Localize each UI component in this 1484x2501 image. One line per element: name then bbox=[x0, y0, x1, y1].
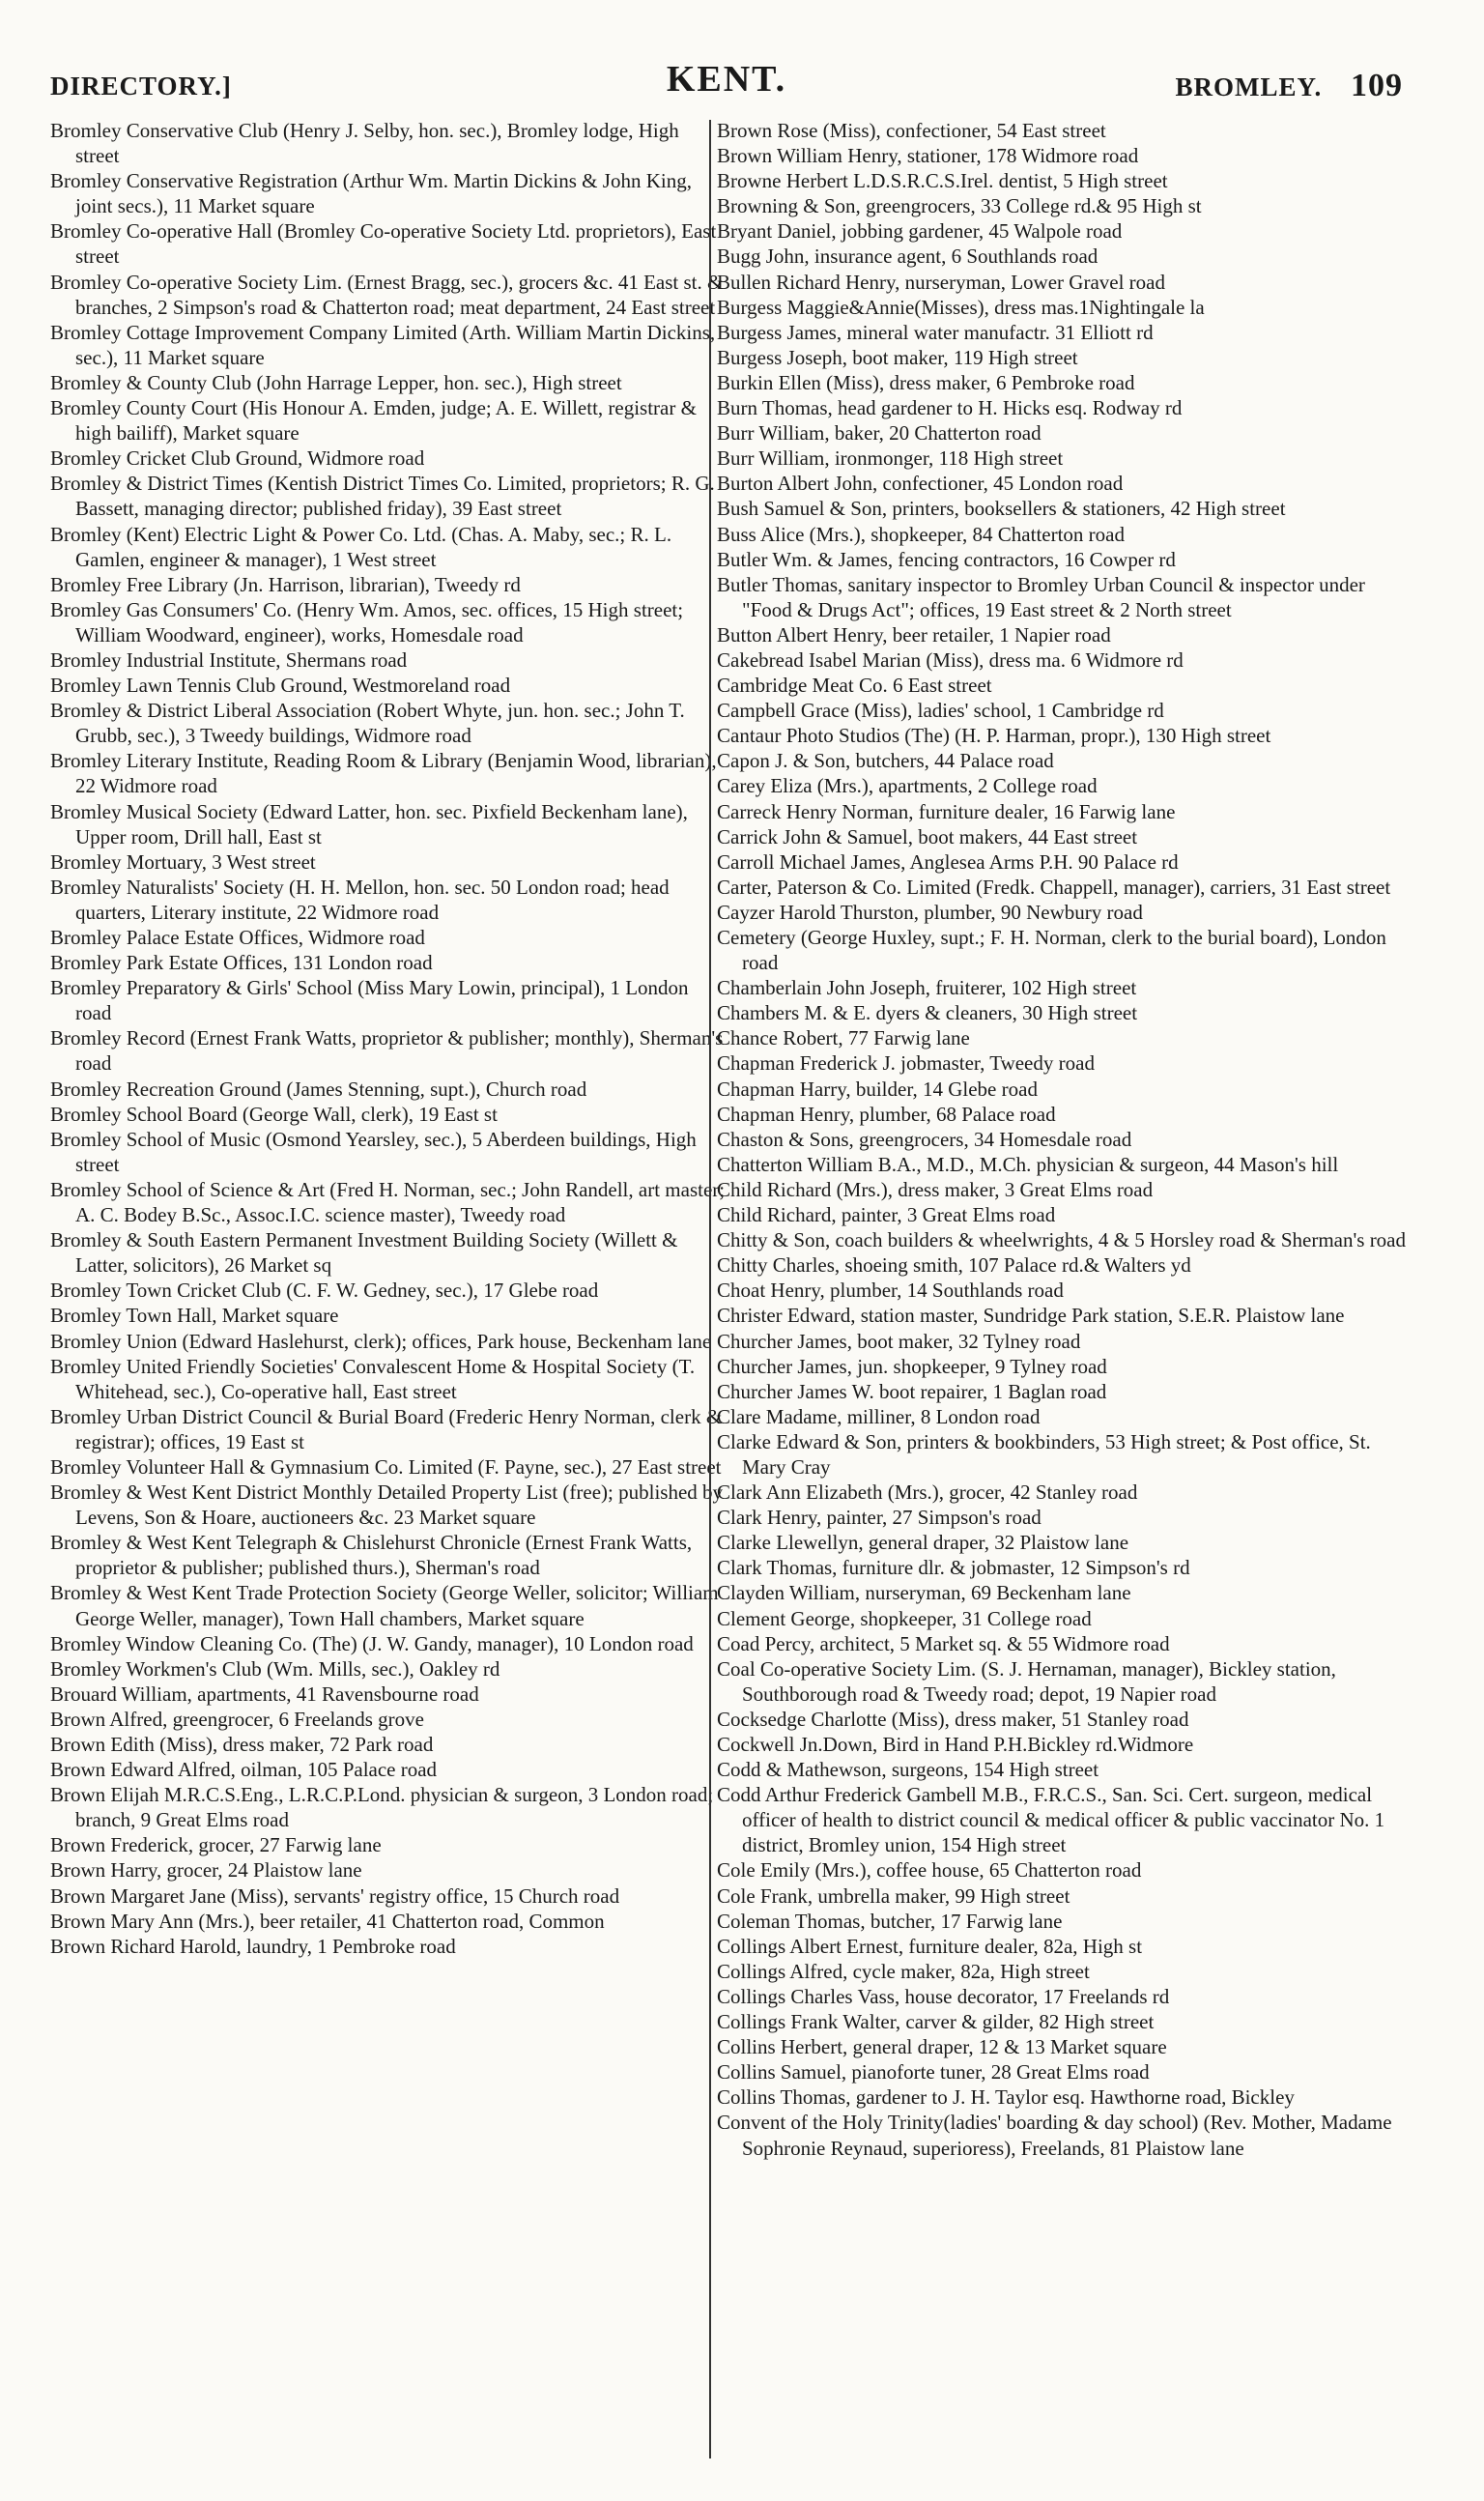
directory-entry: Child Richard (Mrs.), dress maker, 3 Great Elms road bbox=[717, 1177, 1154, 1201]
directory-entry: Bromley Town Cricket Club (C. F. W. Gedney, sec.), 17 Glebe road bbox=[50, 1279, 599, 1303]
directory-entry: Bromley Volunteer Hall & Gymnasium Co. Limited (F. Payne, sec.), 27 East street bbox=[50, 1454, 722, 1479]
directory-entry: Bullen Richard Henry, nurseryman, Lower Gravel road bbox=[717, 270, 1165, 294]
directory-entry: Collings Albert Ernest, furniture dealer, 82a, High st bbox=[717, 1934, 1143, 1958]
directory-entry: Campbell Grace (Miss), ladies' school, 1 Cambridge rd bbox=[717, 699, 1164, 723]
directory-entry: Bromley Conservative Club (Henry J. Selby, hon. sec.), Bromley lodge, High street bbox=[50, 119, 679, 168]
directory-entry: Collings Charles Vass, house decorator, 17 Freelands rd bbox=[717, 1984, 1170, 2008]
directory-entry: Burn Thomas, head gardener to H. Hicks esq. Rodway rd bbox=[717, 396, 1183, 420]
directory-entry: Collins Herbert, general draper, 12 & 13 Market square bbox=[717, 2035, 1167, 2059]
directory-entry: Cocksedge Charlotte (Miss), dress maker, 51 Stanley road bbox=[717, 1707, 1189, 1731]
directory-entry: Bromley Naturalists' Society (H. H. Mellon, hon. sec. 50 London road; head quarters, Literary institute, 22 Widmore road bbox=[50, 875, 670, 924]
directory-entry: Bromley Free Library (Jn. Harrison, librarian), Tweedy rd bbox=[50, 572, 521, 596]
directory-entry: Chitty Charles, shoeing smith, 107 Palace rd.& Walters yd bbox=[717, 1253, 1191, 1278]
directory-entry: Bromley County Court (His Honour A. Emden, judge; A. E. Willett, registrar & high bailiff), Market square bbox=[50, 396, 697, 446]
directory-entry: Brown Mary Ann (Mrs.), beer retailer, 41 Chatterton road, Common bbox=[50, 1909, 605, 1933]
directory-entry: Cole Emily (Mrs.), coffee house, 65 Chatterton road bbox=[717, 1858, 1142, 1883]
directory-entry: Bromley Literary Institute, Reading Room & Library (Benjamin Wood, librarian), 22 Widmore road bbox=[50, 749, 717, 798]
directory-entry: Bromley Gas Consumers' Co. (Henry Wm. Amos, sec. offices, 15 High street; William Woodward, engineer), works, Homesdale road bbox=[50, 597, 684, 647]
directory-entry: Bromley Recreation Ground (James Stenning, supt.), Church road bbox=[50, 1077, 587, 1101]
directory-entry: Bromley Co-operative Hall (Bromley Co-operative Society Ltd. proprietors), East street bbox=[50, 219, 717, 269]
directory-entry: Chamberlain John Joseph, fruiterer, 102 High street bbox=[717, 976, 1137, 1000]
directory-entry: Clare Madame, milliner, 8 London road bbox=[717, 1404, 1041, 1428]
directory-entry: Bromley Town Hall, Market square bbox=[50, 1304, 339, 1328]
directory-entry: Cockwell Jn.Down, Bird in Hand P.H.Bickley rd.Widmore bbox=[717, 1733, 1194, 1756]
directory-entry: Bromley School Board (George Wall, clerk), 19 East st bbox=[50, 1102, 498, 1126]
directory-entry: Cakebread Isabel Marian (Miss), dress ma. 6 Widmore rd bbox=[717, 647, 1184, 672]
directory-entry: Cole Frank, umbrella maker, 99 High street bbox=[717, 1883, 1070, 1908]
directory-entry: Brown Edith (Miss), dress maker, 72 Park road bbox=[50, 1733, 434, 1756]
directory-entry: Bromley Urban District Council & Burial Board (Frederic Henry Norman, clerk & registrar); offices, 19 East st bbox=[50, 1404, 723, 1453]
directory-entry: Burgess James, mineral water manufactr. 31 Elliott rd bbox=[717, 320, 1154, 344]
directory-entry: Brown Edward Alfred, oilman, 105 Palace road bbox=[50, 1758, 438, 1782]
directory-entry: Bromley Industrial Institute, Shermans road bbox=[50, 647, 408, 672]
directory-entry: Bromley & South Eastern Permanent Investment Building Society (Willett & Latter, solicitors), 26 Market sq bbox=[50, 1228, 678, 1278]
directory-entry: Cayzer Harold Thurston, plumber, 90 Newbury road bbox=[717, 900, 1143, 924]
directory-entry: Bromley Union (Edward Haslehurst, clerk); offices, Park house, Beckenham lane bbox=[50, 1329, 712, 1353]
directory-entry: Bromley Record (Ernest Frank Watts, proprietor & publisher; monthly), Sherman's road bbox=[50, 1026, 724, 1076]
directory-entry: Collings Alfred, cycle maker, 82a, High street bbox=[717, 1959, 1090, 1983]
directory-entry: Bromley Palace Estate Offices, Widmore road bbox=[50, 926, 425, 949]
directory-entry: Bromley & West Kent District Monthly Detailed Property List (free); published by Levens, Son & Hoare, auctioneers &c. 23 Market square bbox=[50, 1480, 724, 1530]
directory-entry: Bromley & West Kent Telegraph & Chislehurst Chronicle (Ernest Frank Watts, proprietor & publisher; published thurs.), Sherman's road bbox=[50, 1531, 693, 1580]
directory-entry: Bromley (Kent) Electric Light & Power Co. Ltd. (Chas. A. Maby, sec.; R. L. Gamlen, engineer & manager), 1 West street bbox=[50, 522, 672, 571]
directory-entry: Coal Co-operative Society Lim. (S. J. Hernaman, manager), Bickley station, Southborough road & Tweedy road; depot, 19 Napier road bbox=[717, 1656, 1336, 1706]
directory-entry: Brown William Henry, stationer, 178 Widmore road bbox=[717, 144, 1139, 168]
directory-entry: Brown Rose (Miss), confectioner, 54 East street bbox=[717, 119, 1106, 142]
directory-entry: Chapman Frederick J. jobmaster, Tweedy road bbox=[717, 1051, 1095, 1076]
directory-entry: Collins Thomas, gardener to J. H. Taylor esq. Hawthorne road, Bickley bbox=[717, 2085, 1295, 2110]
directory-entry: Churcher James, jun. shopkeeper, 9 Tylney road bbox=[717, 1354, 1107, 1378]
directory-entry: Clarke Llewellyn, general draper, 32 Plaistow lane bbox=[717, 1531, 1129, 1555]
directory-entry: Codd Arthur Frederick Gambell M.B., F.R.C.S., San. Sci. Cert. surgeon, medical officer of health to district council & medical officer & public vaccinator No. 1 district, Bromley union, 154 High street bbox=[717, 1783, 1385, 1857]
directory-page bbox=[50, 46, 1407, 2462]
directory-entry: Clark Thomas, furniture dlr. & jobmaster, 12 Simpson's rd bbox=[717, 1556, 1190, 1580]
directory-entry: Button Albert Henry, beer retailer, 1 Napier road bbox=[717, 622, 1111, 647]
directory-entry: Bromley Workmen's Club (Wm. Mills, sec.), Oakley rd bbox=[50, 1656, 500, 1681]
directory-entry: Clement George, shopkeeper, 31 College road bbox=[717, 1606, 1092, 1630]
directory-entry: Churcher James, boot maker, 32 Tylney road bbox=[717, 1329, 1081, 1353]
directory-entry: Clark Ann Elizabeth (Mrs.), grocer, 42 Stanley road bbox=[717, 1480, 1138, 1505]
directory-entry: Brown Alfred, greengrocer, 6 Freelands grove bbox=[50, 1707, 424, 1731]
directory-entry: Carroll Michael James, Anglesea Arms P.H. 90 Palace rd bbox=[717, 849, 1179, 874]
directory-entry: Browning & Son, greengrocers, 33 College rd.& 95 High st bbox=[717, 194, 1202, 218]
directory-entry: Collins Samuel, pianoforte tuner, 28 Great Elms road bbox=[717, 2060, 1150, 2084]
directory-entry: Bromley Preparatory & Girls' School (Miss Mary Lowin, principal), 1 London road bbox=[50, 976, 689, 1025]
directory-entry: Butler Thomas, sanitary inspector to Bromley Urban Council & inspector under "Food & Drugs Act"; offices, 19 East street & 2 North street bbox=[717, 572, 1365, 621]
directory-entry: Bromley Window Cleaning Co. (The) (J. W. Gandy, manager), 10 London road bbox=[50, 1631, 694, 1655]
directory-entry: Butler Wm. & James, fencing contractors, 16 Cowper rd bbox=[717, 547, 1176, 571]
directory-entry: Bromley & District Liberal Association (Robert Whyte, jun. hon. sec.; John T. Grubb, sec.), 3 Tweedy buildings, Widmore road bbox=[50, 699, 685, 748]
directory-entry: Burkin Ellen (Miss), dress maker, 6 Pembroke road bbox=[717, 370, 1135, 394]
header-place-and-page bbox=[1175, 68, 1403, 104]
directory-entry: Codd & Mathewson, surgeons, 154 High street bbox=[717, 1758, 1099, 1782]
directory-entry: Brown Elijah M.R.C.S.Eng., L.R.C.P.Lond. physician & surgeon, 3 London road; branch, 9 Great Elms road bbox=[50, 1783, 714, 1832]
directory-entry: Carrick John & Samuel, boot makers, 44 East street bbox=[717, 824, 1138, 848]
directory-entry: Bromley Cricket Club Ground, Widmore road bbox=[50, 446, 425, 471]
directory-entry: Christer Edward, station master, Sundridge Park station, S.E.R. Plaistow lane bbox=[717, 1304, 1345, 1328]
directory-entry: Burr William, ironmonger, 118 High street bbox=[717, 446, 1064, 471]
directory-entry: Carey Eliza (Mrs.), apartments, 2 College road bbox=[717, 774, 1098, 798]
directory-entry: Bromley Co-operative Society Lim. (Ernest Bragg, sec.), grocers &c. 41 East st. & branches, 2 Simpson's road & Chatterton road; meat department, 24 East street bbox=[50, 270, 724, 319]
directory-entry: Chaston & Sons, greengrocers, 34 Homesdale road bbox=[717, 1127, 1132, 1151]
directory-entry: Bush Samuel & Son, printers, booksellers & stationers, 42 High street bbox=[717, 497, 1286, 521]
directory-entry: Brown Richard Harold, laundry, 1 Pembroke road bbox=[50, 1934, 456, 1958]
directory-entry: Chitty & Son, coach builders & wheelwrights, 4 & 5 Horsley road & Sherman's road bbox=[717, 1228, 1407, 1252]
directory-entry: Clarke Edward & Son, printers & bookbinders, 53 High street; & Post office, St. Mary Cray bbox=[717, 1429, 1371, 1479]
directory-entry: Bromley Mortuary, 3 West street bbox=[50, 849, 316, 874]
directory-entry: Convent of the Holy Trinity(ladies' boarding & day school) (Rev. Mother, Madame Sophronie Reynaud, superioress), Freelands, 81 Plaistow lane bbox=[717, 2111, 1392, 2160]
directory-entry: Bromley School of Science & Art (Fred H. Norman, sec.; John Randell, art master; A. C. Bodey B.Sc., Assoc.I.C. science master), Tweedy road bbox=[50, 1177, 726, 1227]
directory-entry: Coad Percy, architect, 5 Market sq. & 55 Widmore road bbox=[717, 1631, 1170, 1655]
directory-entry: Carreck Henry Norman, furniture dealer, 16 Farwig lane bbox=[717, 799, 1176, 823]
directory-entry: Bugg John, insurance agent, 6 Southlands road bbox=[717, 244, 1099, 269]
directory-entry: Burgess Joseph, boot maker, 119 High street bbox=[717, 345, 1078, 369]
directory-entry: Bromley Musical Society (Edward Latter, hon. sec. Pixfield Beckenham lane), Upper room, Drill hall, East st bbox=[50, 799, 688, 848]
directory-entry: Clayden William, nurseryman, 69 Beckenham lane bbox=[717, 1581, 1131, 1605]
directory-entry: Bromley School of Music (Osmond Yearsley, sec.), 5 Aberdeen buildings, High street bbox=[50, 1127, 697, 1176]
directory-entry: Bromley Cottage Improvement Company Limited (Arth. William Martin Dickins, sec.), 11 Market square bbox=[50, 320, 716, 369]
directory-entry: Bromley Park Estate Offices, 131 London road bbox=[50, 951, 433, 975]
directory-entry: Buss Alice (Mrs.), shopkeeper, 84 Chatterton road bbox=[717, 522, 1125, 546]
directory-entry: Brown Harry, grocer, 24 Plaistow lane bbox=[50, 1858, 362, 1883]
directory-entry: Child Richard, painter, 3 Great Elms road bbox=[717, 1203, 1056, 1227]
right-column bbox=[717, 118, 1413, 2466]
directory-entry: Chapman Harry, builder, 14 Glebe road bbox=[717, 1077, 1038, 1101]
directory-entry: Burr William, baker, 20 Chatterton road bbox=[717, 421, 1042, 446]
directory-entry: Browne Herbert L.D.S.R.C.S.Irel. dentist, 5 High street bbox=[717, 169, 1168, 193]
page-number: 109 bbox=[1351, 68, 1403, 103]
directory-entry: Brouard William, apartments, 41 Ravensbourne road bbox=[50, 1682, 479, 1706]
directory-entry: Bromley Conservative Registration (Arthur Wm. Martin Dickins & John King, joint secs.), 11 Market square bbox=[50, 169, 692, 218]
directory-entry: Bromley United Friendly Societies' Convalescent Home & Hospital Society (T. Whitehead, sec.), Co-operative hall, East street bbox=[50, 1354, 696, 1403]
directory-entry: Chance Robert, 77 Farwig lane bbox=[717, 1026, 970, 1050]
directory-entry: Chambers M. & E. dyers & cleaners, 30 High street bbox=[717, 1001, 1138, 1025]
directory-entry: Collings Frank Walter, carver & gilder, 82 High street bbox=[717, 2010, 1155, 2034]
directory-entry: Bryant Daniel, jobbing gardener, 45 Walpole road bbox=[717, 219, 1123, 244]
directory-entry: Bromley & District Times (Kentish District Times Co. Limited, proprietors; R. G. Bassett, managing director; published friday), 39 East street bbox=[50, 472, 715, 521]
page-header bbox=[50, 56, 1403, 114]
directory-entry: Chapman Henry, plumber, 68 Palace road bbox=[717, 1102, 1056, 1126]
directory-entry: Brown Margaret Jane (Miss), servants' registry office, 15 Church road bbox=[50, 1883, 620, 1908]
directory-entry: Coleman Thomas, butcher, 17 Farwig lane bbox=[717, 1909, 1063, 1933]
directory-entry: Cemetery (George Huxley, supt.; F. H. Norman, clerk to the burial board), London road bbox=[717, 926, 1386, 975]
directory-entry: Bromley & County Club (John Harrage Lepper, hon. sec.), High street bbox=[50, 370, 622, 394]
header-place: BROMLEY. bbox=[1175, 72, 1323, 101]
directory-entry: Carter, Paterson & Co. Limited (Fredk. Chappell, manager), carriers, 31 East street bbox=[717, 875, 1391, 899]
directory-entry: Burton Albert John, confectioner, 45 London road bbox=[717, 472, 1124, 496]
column-divider bbox=[709, 120, 711, 2458]
directory-entry: Churcher James W. boot repairer, 1 Baglan road bbox=[717, 1379, 1107, 1403]
directory-entry: Cambridge Meat Co. 6 East street bbox=[717, 674, 992, 698]
directory-entry: Bromley Lawn Tennis Club Ground, Westmoreland road bbox=[50, 674, 511, 698]
directory-entry: Bromley & West Kent Trade Protection Society (George Weller, solicitor; William George Weller, manager), Town Hall chambers, Market square bbox=[50, 1581, 719, 1630]
directory-entry: Choat Henry, plumber, 14 Southlands road bbox=[717, 1279, 1064, 1303]
directory-entry: Brown Frederick, grocer, 27 Farwig lane bbox=[50, 1833, 382, 1857]
directory-entry: Burgess Maggie&Annie(Misses), dress mas.1Nightingale la bbox=[717, 295, 1205, 319]
header-section-title: DIRECTORY.] bbox=[50, 72, 232, 101]
left-column bbox=[50, 118, 727, 2466]
directory-entry: Chatterton William B.A., M.D., M.Ch. physician & surgeon, 44 Mason's hill bbox=[717, 1152, 1339, 1176]
directory-entry: Cantaur Photo Studios (The) (H. P. Harman, propr.), 130 High street bbox=[717, 724, 1271, 748]
directory-entry: Clark Henry, painter, 27 Simpson's road bbox=[717, 1506, 1042, 1530]
header-county: KENT. bbox=[666, 59, 787, 100]
directory-entry: Capon J. & Son, butchers, 44 Palace road bbox=[717, 749, 1054, 773]
